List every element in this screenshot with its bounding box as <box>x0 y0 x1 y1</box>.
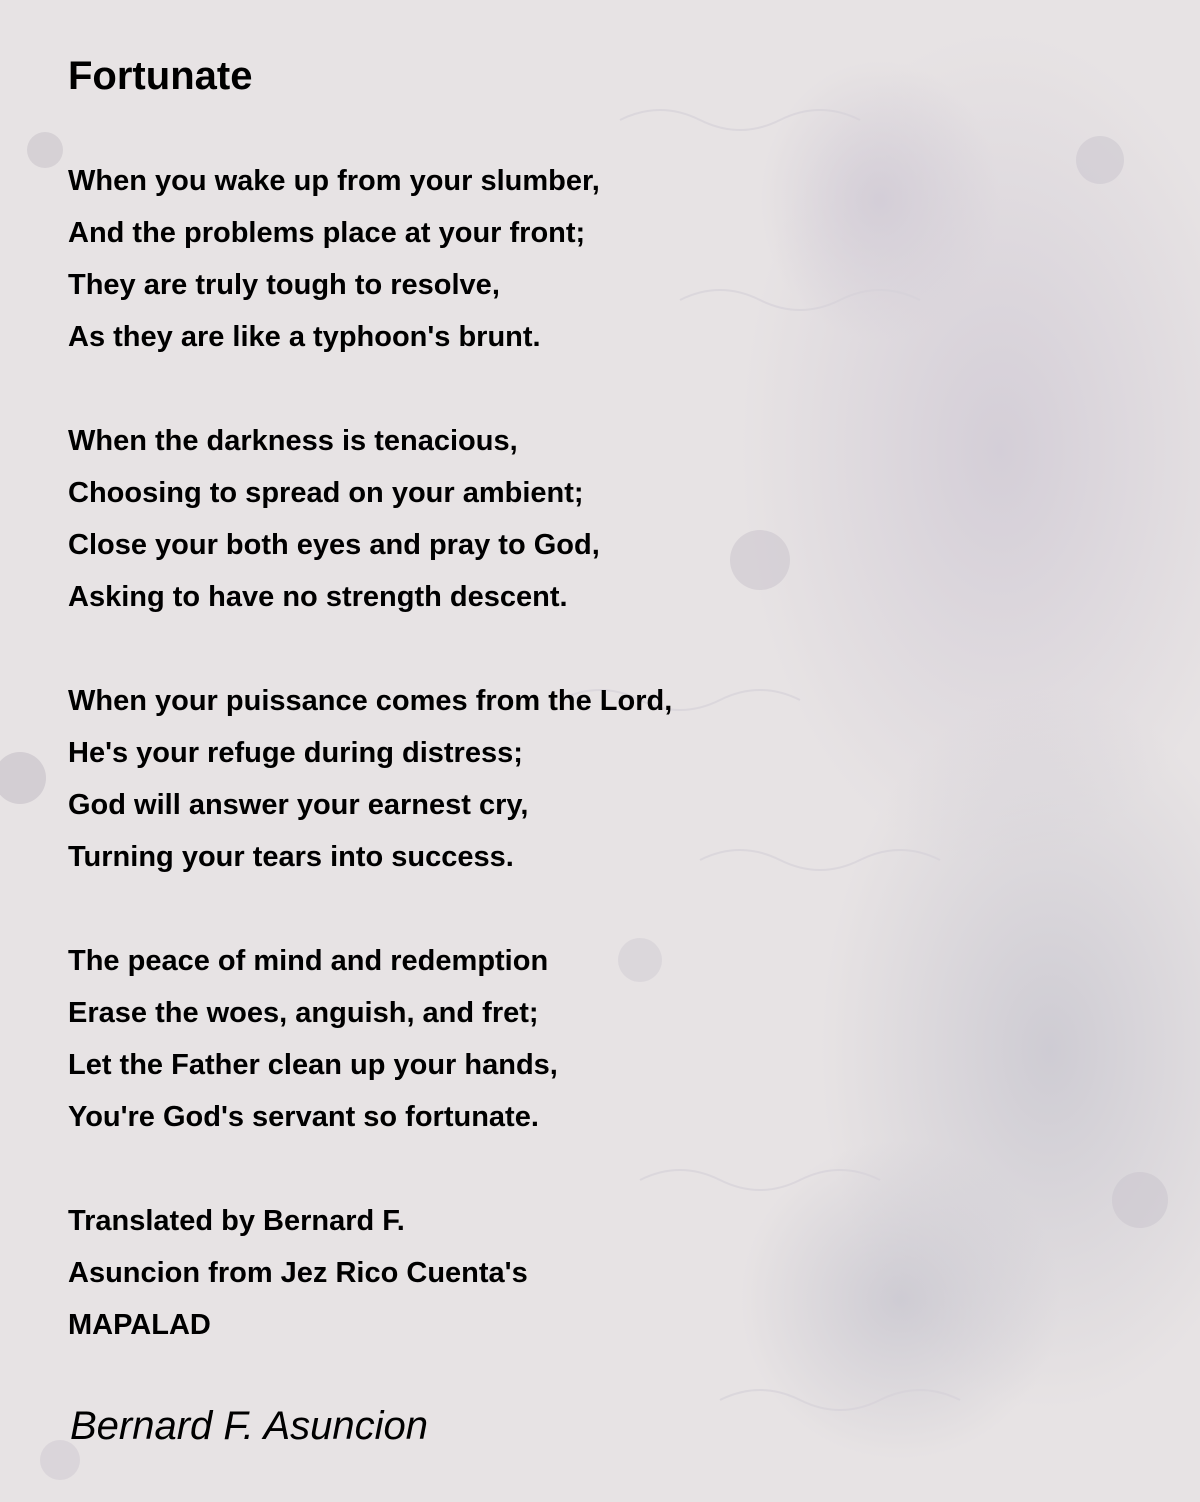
poem-line: When your puissance comes from the Lord, <box>68 685 673 717</box>
translation-note <box>68 1195 1068 1351</box>
poem-line: He's your refuge during distress; <box>68 737 523 769</box>
stanza-4 <box>68 935 1068 1143</box>
note-line: MAPALAD <box>68 1309 211 1341</box>
poem-line: Turning your tears into success. <box>68 841 514 873</box>
poem-line: God will answer your earnest cry, <box>68 789 529 821</box>
poem-title: Fortunate <box>68 54 253 98</box>
note-line: Asuncion from Jez Rico Cuenta's <box>68 1257 528 1289</box>
poem-line: Let the Father clean up your hands, <box>68 1049 558 1081</box>
poem-line: They are truly tough to resolve, <box>68 269 500 301</box>
poem-content <box>68 52 1068 1403</box>
stanza-2 <box>68 415 1068 623</box>
poem-line: Choosing to spread on your ambient; <box>68 477 584 509</box>
stanza-3 <box>68 675 1068 883</box>
poem-line: Erase the woes, anguish, and fret; <box>68 997 539 1029</box>
poem-line: When the darkness is tenacious, <box>68 425 518 457</box>
poem-line: And the problems place at your front; <box>68 217 586 249</box>
poem-line: Asking to have no strength descent. <box>68 581 568 613</box>
poem-line: As they are like a typhoon's brunt. <box>68 321 541 353</box>
poem-author: Bernard F. Asuncion <box>70 1404 428 1448</box>
poem-line: The peace of mind and redemption <box>68 945 549 977</box>
poem-line: Close your both eyes and pray to God, <box>68 529 600 561</box>
poem-line: When you wake up from your slumber, <box>68 165 600 197</box>
note-line: Translated by Bernard F. <box>68 1205 405 1237</box>
poem-line: You're God's servant so fortunate. <box>68 1101 539 1133</box>
poem-body <box>68 155 1068 1351</box>
stanza-1 <box>68 155 1068 363</box>
